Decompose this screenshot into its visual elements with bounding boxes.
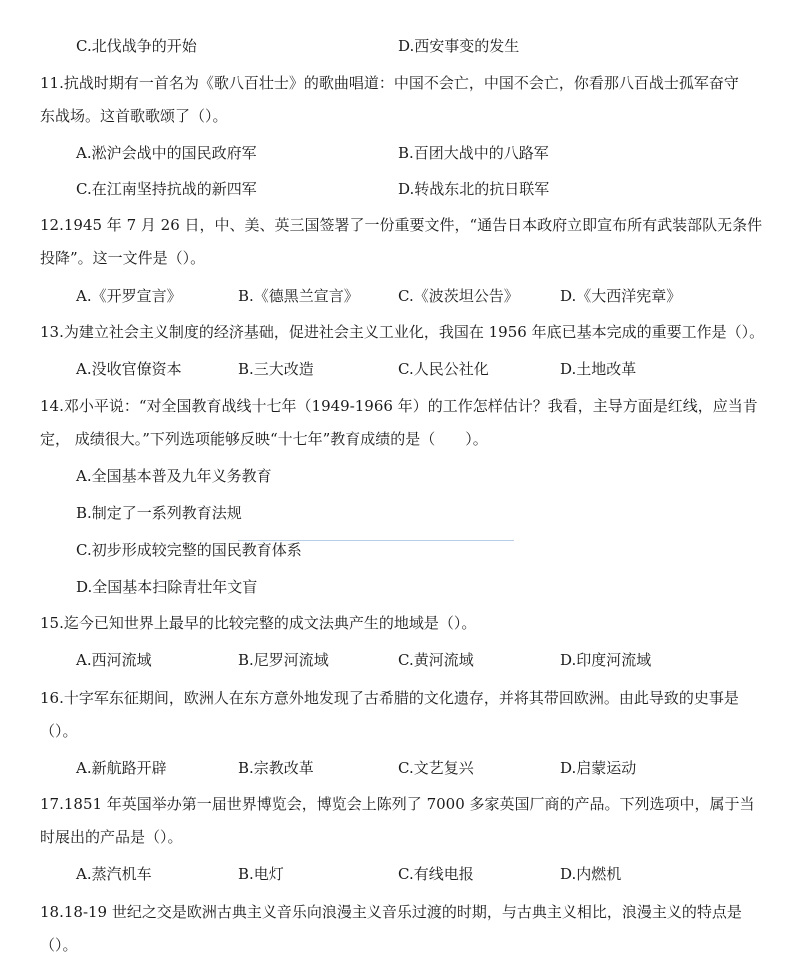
q12-stem-line1: 12.1945 年 7 月 26 日，中、美、英三国签署了一份重要文件，“通告日本政府立即宣布所有武装部队无条件 xyxy=(40,216,763,234)
q11-option-b: B.百团大战中的八路军 xyxy=(398,144,549,162)
q18-stem-line1: 18.18-19 世纪之交是欧洲古典主义音乐向浪漫主义音乐过渡的时期，与古典主义相比，浪漫主义的特点是 xyxy=(40,903,742,921)
q14-option-b: B.制定了一系列教育法规 xyxy=(76,504,242,522)
q11-stem-line1: 11.抗战时期有一首名为《歌八百壮士》的歌曲唱道：中国不会亡，中国不会亡，你看那八百战士孤军奋守 xyxy=(40,74,739,92)
q16-option-d: D.启蒙运动 xyxy=(560,759,637,777)
q12-option-a: A.《开罗宣言》 xyxy=(76,287,182,305)
q13-option-d: D.土地改革 xyxy=(560,360,637,378)
q11-option-a: A.淞沪会战中的国民政府军 xyxy=(76,144,257,162)
q15-option-d: D.印度河流域 xyxy=(560,651,652,669)
q17-option-d: D.内燃机 xyxy=(560,865,622,883)
q16-option-c: C.文艺复兴 xyxy=(398,759,474,777)
q12-option-d: D.《大西洋宪章》 xyxy=(560,287,682,305)
q17-option-b: B.电灯 xyxy=(238,865,284,883)
q12-stem-line2: 投降”。这一文件是（）。 xyxy=(40,249,206,267)
q14-stem-line1: 14.邓小平说：“对全国教育战线十七年（1949-1966 年）的工作怎样估计？我看，主导方面是红线，应当肯 xyxy=(40,397,758,415)
q14-option-a: A.全国基本普及九年义务教育 xyxy=(76,467,272,485)
q14-stem-line2: 定， 成绩很大。”下列选项能够反映“十七年”教育成绩的是（ ）。 xyxy=(40,430,488,448)
q17-option-c: C.有线电报 xyxy=(398,865,474,883)
q12-option-b: B.《德黑兰宣言》 xyxy=(238,287,359,305)
q12-option-c: C.《波茨坦公告》 xyxy=(398,287,519,305)
q11-stem-line2: 东战场。这首歌歌颂了（）。 xyxy=(40,107,228,125)
q18-stem-line2: （）。 xyxy=(40,936,78,954)
q17-option-a: A.蒸汽机车 xyxy=(76,865,152,883)
q14-option-c: C.初步形成较完整的国民教育体系 xyxy=(76,541,302,559)
q13-option-b: B.三大改造 xyxy=(238,360,314,378)
q11-option-c: C.在江南坚持抗战的新四军 xyxy=(76,180,257,198)
q16-stem-line1: 16.十字军东征期间，欧洲人在东方意外地发现了古希腊的文化遗存，并将其带回欧洲。由此导致的史事是 xyxy=(40,689,739,707)
q16-option-a: A.新航路开辟 xyxy=(76,759,167,777)
q15-option-a: A.西河流域 xyxy=(76,651,152,669)
q15-option-b: B.尼罗河流域 xyxy=(238,651,329,669)
q17-stem-line2: 时展出的产品是（）。 xyxy=(40,828,183,846)
q15-stem-line1: 15.迄今已知世界上最早的比较完整的成文法典产生的地域是（）。 xyxy=(40,614,477,632)
q17-stem-line1: 17.1851 年英国举办第一届世界博览会，博览会上陈列了 7000 多家英国厂商的产品。下列选项中，属于当 xyxy=(40,795,755,813)
q15-option-c: C.黄河流域 xyxy=(398,651,474,669)
q16-stem-line2: （）。 xyxy=(40,722,78,740)
q10-option-c: C.北伐战争的开始 xyxy=(76,37,197,55)
q13-stem-line1: 13.为建立社会主义制度的经济基础，促进社会主义工业化，我国在 1956 年底已基本完成的重要工作是（）。 xyxy=(40,323,765,341)
q14-option-d: D.全国基本扫除青壮年文盲 xyxy=(76,578,258,596)
q11-option-d: D.转战东北的抗日联军 xyxy=(398,180,550,198)
q10-option-d: D.西安事变的发生 xyxy=(398,37,520,55)
q13-option-a: A.没收官僚资本 xyxy=(76,360,182,378)
q16-option-b: B.宗教改革 xyxy=(238,759,314,777)
q13-option-c: C.人民公社化 xyxy=(398,360,489,378)
